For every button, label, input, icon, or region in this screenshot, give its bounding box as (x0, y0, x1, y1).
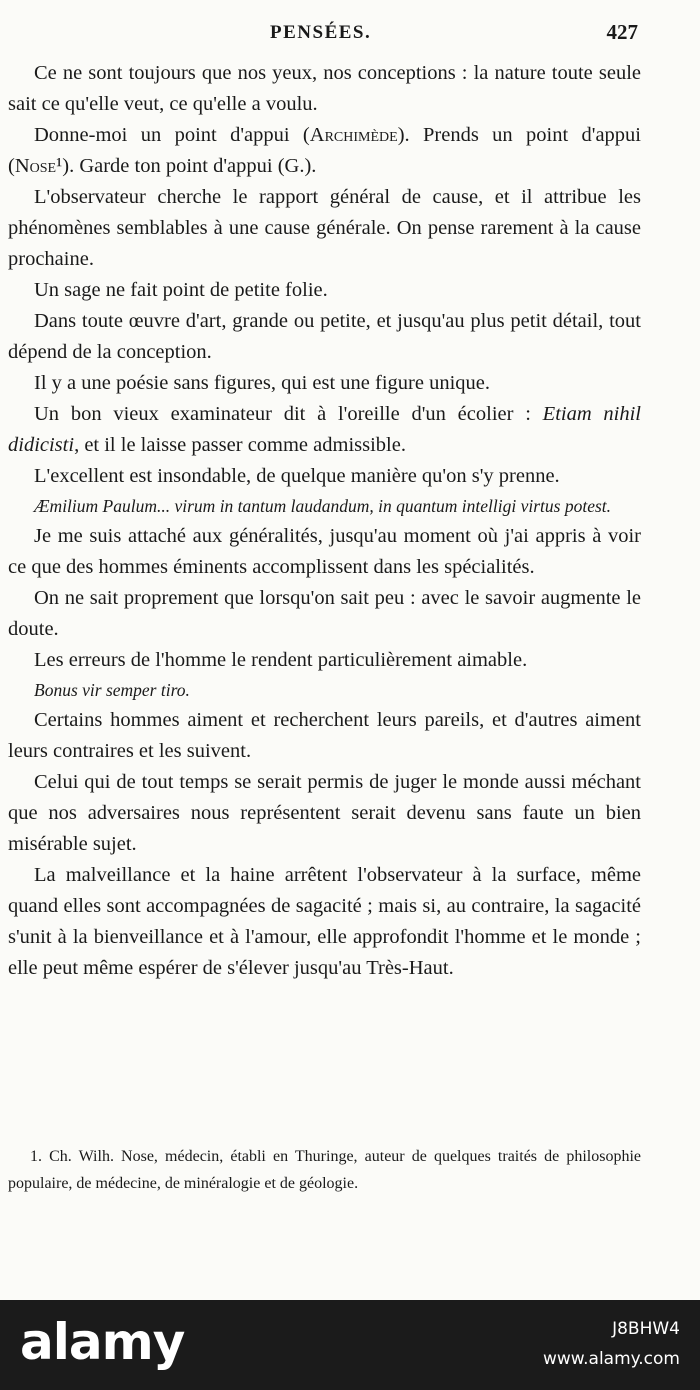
paragraph: Celui qui de tout temps se serait permis de juger le monde aussi méchant que nos adversaires nous représentent serait devenu sans faute un bien misérable sujet. (8, 771, 641, 855)
latin-quote: Bonus vir semper tiro. (34, 680, 190, 700)
paragraph: Je me suis attaché aux généralités, jusqu'au moment où j'ai appris à voir ce que des hommes éminents accomplissent dans les spécialités. (8, 525, 641, 578)
small-caps-name: Nose (14, 155, 57, 177)
page-number: 427 (606, 20, 638, 44)
paragraph: Donne-moi un point d'appui (Archimède). Prends un point d'appui (Nose¹). Garde ton point d'appui (G.). (8, 124, 642, 177)
paragraph: L'observateur cherche le rapport général de cause, et il attribue les phénomènes semblables à une cause générale. On pense rarement à la cause prochaine. (8, 186, 641, 270)
paragraph: L'excellent est insondable, de quelque manière qu'on s'y prenne. (34, 465, 560, 487)
paragraph: On ne sait proprement que lorsqu'on sait peu : avec le savoir augmente le doute. (8, 587, 641, 640)
paragraph: Un sage ne fait point de petite folie. (34, 279, 328, 301)
site-url[interactable]: www.alamy.com (542, 1349, 680, 1369)
footnote: 1. Ch. Wilh. Nose, médecin, établi en Thuringe, auteur de quelques traités de philosophie populaire, de médecine, de minéralogie et de géologie. (8, 1148, 641, 1192)
small-caps-name: Archimède (309, 124, 398, 146)
paragraph: Un bon vieux examinateur dit à l'oreille d'un écolier : Etiam nihil didicisti, et il le laisse passer comme admissible. (8, 403, 641, 456)
banner-meta (543, 1314, 680, 1374)
paragraph: Il y a une poésie sans figures, qui est une figure unique. (34, 372, 491, 394)
alamy-logo[interactable]: alamy (20, 1313, 185, 1371)
latin-quote: Æmilium Paulum... virum in tantum laudandum, in quantum intelligi virtus potest. (34, 496, 612, 516)
latin-phrase: Etiam nihil didicisti (8, 403, 641, 456)
paragraph: Certains hommes aiment et recherchent leurs pareils, et d'autres aiment leurs contraires et les suivent. (8, 709, 641, 762)
paragraph: Les erreurs de l'homme le rendent particulièrement aimable. (34, 649, 528, 671)
running-title: PENSÉES. (270, 22, 372, 43)
body-text (8, 58, 641, 984)
running-head (0, 18, 700, 48)
stock-banner (0, 1300, 700, 1390)
paragraph: La malveillance et la haine arrêtent l'observateur à la surface, même quand elles sont accompagnées de sagacité ; mais si, au contraire, la sagacité s'unit à la bienveillance et à l'amour, elle approfondit l'homme et le monde ; elle peut même espérer de s'élever jusqu'au Très-Haut. (8, 864, 641, 979)
paragraph: Ce ne sont toujours que nos yeux, nos conceptions : la nature toute seule sait ce qu'elle veut, ce qu'elle a voulu. (8, 62, 641, 115)
image-id: J8BHW4 (612, 1319, 680, 1339)
paragraph: Dans toute œuvre d'art, grande ou petite, et jusqu'au plus petit détail, tout dépend de la conception. (8, 310, 641, 363)
